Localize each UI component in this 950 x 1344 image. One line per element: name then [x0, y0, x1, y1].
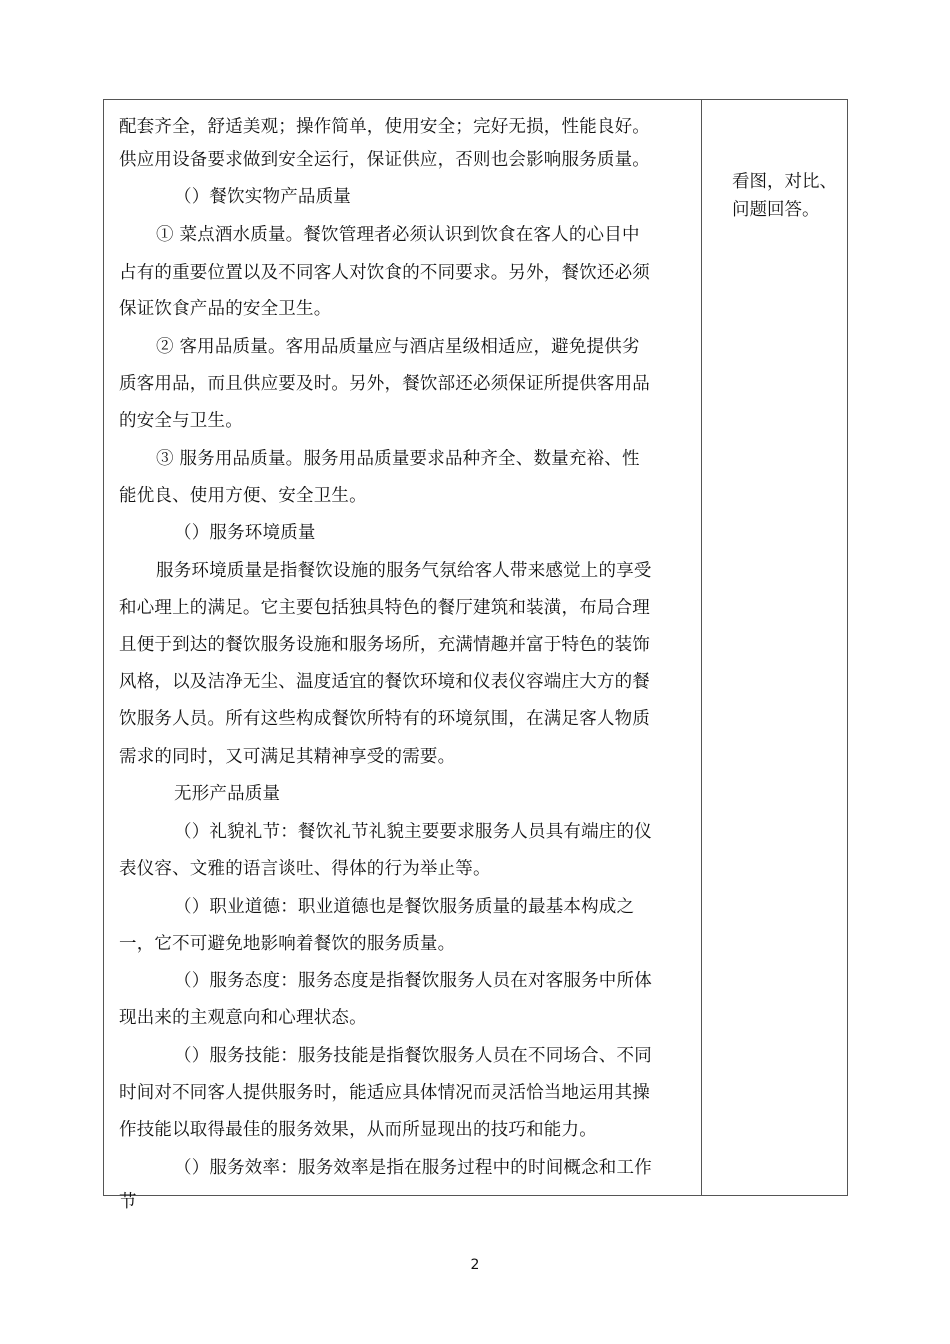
text-line: 表仪容、文雅的语言谈吐、得体的行为举止等。	[119, 859, 491, 879]
text-line: 且便于到达的餐饮服务设施和服务场所，充满情趣并富于特色的装饰	[119, 635, 650, 655]
page-number: 2	[470, 1257, 480, 1273]
text-line: （）礼貌礼节：餐饮礼节礼貌主要要求服务人员具有端庄的仪	[174, 822, 652, 842]
text-line: ① 菜点酒水质量。餐饮管理者必须认识到饮食在客人的心目中	[156, 225, 640, 245]
side-note: 看图，对比、问题回答。	[732, 172, 837, 220]
text-line: 和心理上的满足。它主要包括独具特色的餐厅建筑和装潢，布局合理	[119, 598, 650, 618]
side-note-cell	[702, 100, 847, 1195]
text-line: 现出来的主观意向和心理状态。	[119, 1008, 367, 1028]
text-line: （）服务态度：服务态度是指餐饮服务人员在对客服务中所体	[174, 971, 652, 991]
text-line: ② 客用品质量。客用品质量应与酒店星级相适应，避免提供劣	[156, 337, 640, 357]
text-line: ③ 服务用品质量。服务用品质量要求品种齐全、数量充裕、性	[156, 449, 640, 469]
text-line: 时间对不同客人提供服务时，能适应具体情况而灵活恰当地运用其操	[119, 1083, 650, 1103]
text-line: 饮服务人员。所有这些构成餐饮所特有的环境氛围，在满足客人物质	[119, 709, 650, 729]
text-line: 配套齐全，舒适美观；操作简单，使用安全；完好无损，性能良好。	[119, 117, 650, 137]
text-line: 供应用设备要求做到安全运行，保证供应，否则也会影响服务质量。	[119, 150, 650, 170]
content-table	[103, 99, 848, 1212]
section-heading: 无形产品质量	[174, 784, 281, 804]
text-line: 能优良、使用方便、安全卫生。	[119, 486, 367, 506]
text-line: 占有的重要位置以及不同客人对饮食的不同要求。另外，餐饮还必须	[119, 263, 650, 283]
text-line: 保证饮食产品的安全卫生。	[119, 299, 332, 319]
text-line: 一，它不可避免地影响着餐饮的服务质量。	[119, 934, 456, 954]
text-line: （）服务技能：服务技能是指餐饮服务人员在不同场合、不同	[174, 1046, 652, 1066]
main-text-cell	[104, 100, 701, 1212]
text-line: 作技能以取得最佳的服务效果，从而所显现出的技巧和能力。	[119, 1120, 597, 1140]
text-line: 服务环境质量是指餐饮设施的服务气氛给客人带来感觉上的享受	[156, 561, 652, 581]
text-line: 质客用品，而且供应要及时。另外，餐饮部还必须保证所提供客用品	[119, 374, 650, 394]
text-line: （）职业道德：职业道德也是餐饮服务质量的最基本构成之	[174, 897, 635, 917]
text-line: 的安全与卫生。	[119, 411, 243, 431]
text-line: 风格，以及洁净无尘、温度适宜的餐饮环境和仪表仪容端庄大方的餐	[119, 672, 650, 692]
text-line: （）服务效率：服务效率是指在服务过程中的时间概念和工作	[174, 1158, 652, 1178]
section-heading: （）服务环境质量	[174, 523, 316, 543]
text-line-cut-off: 节	[119, 1192, 137, 1212]
section-heading: （）餐饮实物产品质量	[174, 187, 351, 207]
text-line: 需求的同时，又可满足其精神享受的需要。	[119, 747, 456, 767]
